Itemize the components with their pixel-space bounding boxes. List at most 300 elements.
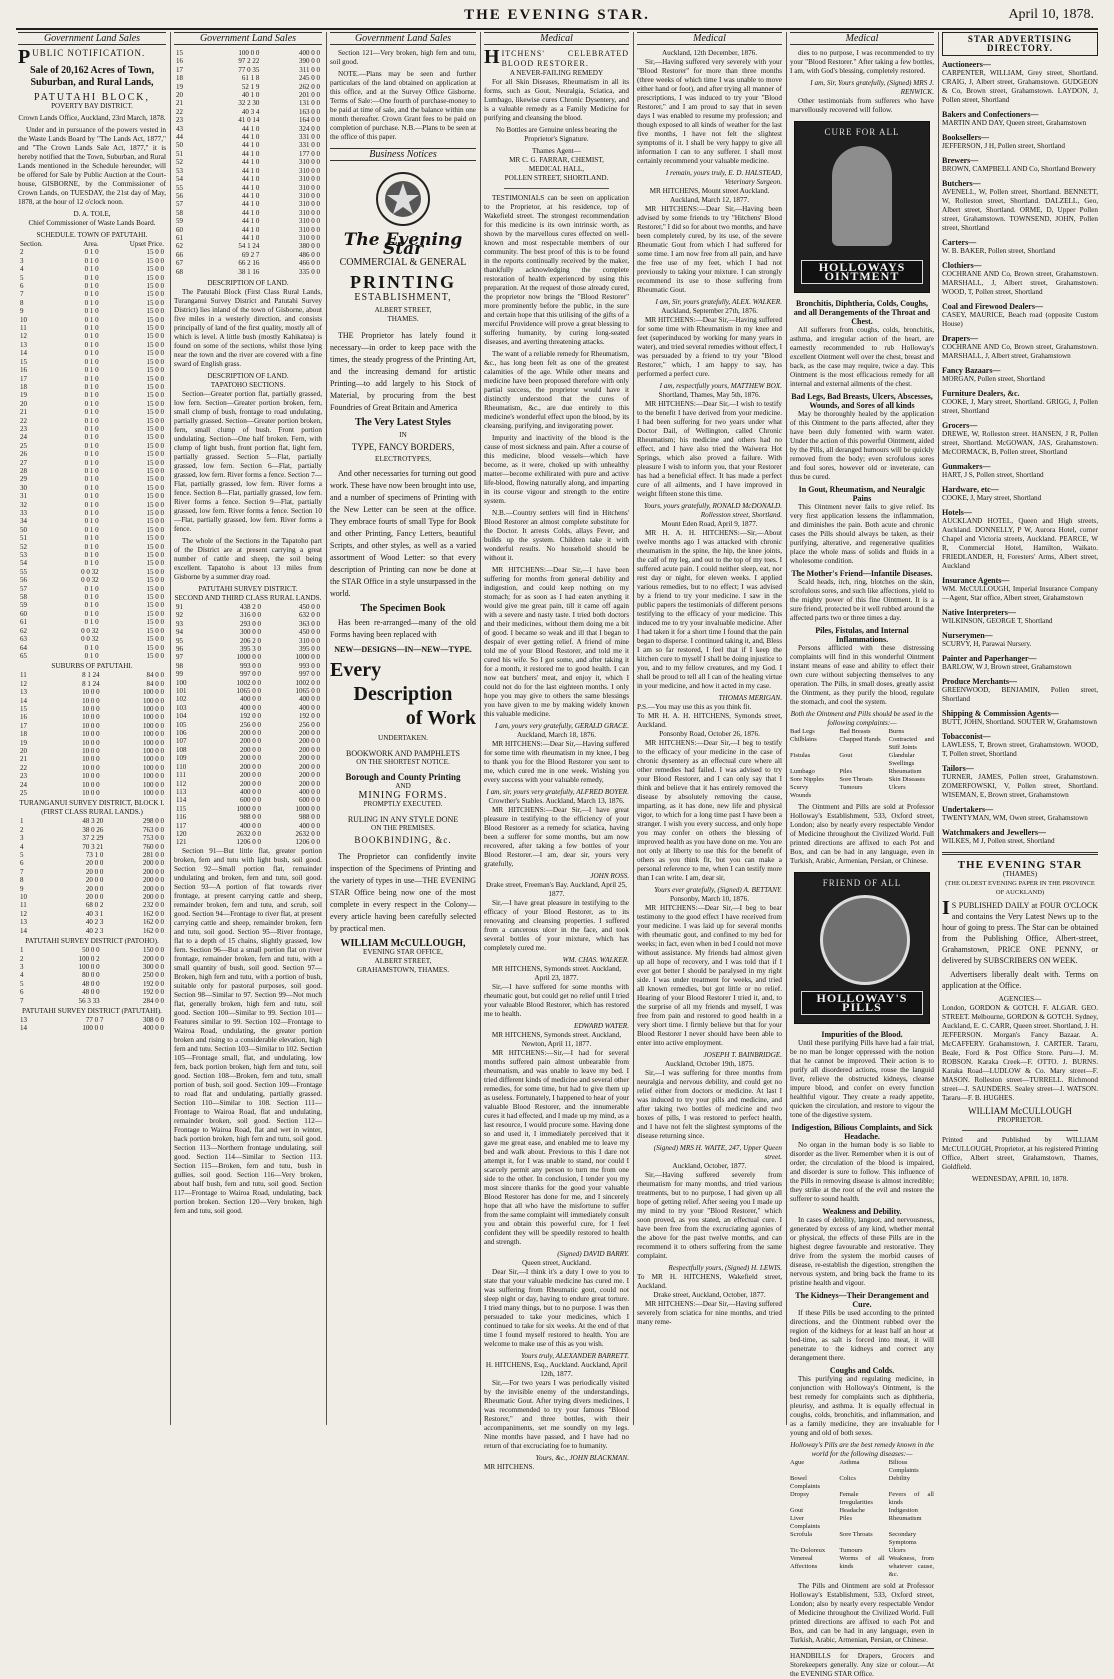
table-cell: 200 0 0: [239, 729, 261, 738]
table-cell: 993 0 0: [299, 661, 320, 670]
second-class-lots-table: [174, 603, 322, 847]
specimen-body: Has been re-arranged—many of the old Forms having been replaced with: [330, 618, 476, 639]
table-cell: 760 0 0: [143, 842, 164, 851]
directory-entry: [942, 179, 1098, 233]
list-item: Chapped Hands: [839, 736, 881, 743]
list-item: Piles: [839, 1515, 852, 1522]
table-cell: 44 1 0: [241, 124, 260, 133]
list-item: Tumours: [839, 1547, 863, 1554]
table-row: [174, 637, 322, 645]
table-cell: 101: [176, 687, 187, 696]
table-cell: 14: [20, 1024, 27, 1033]
table-cell: 99: [176, 670, 183, 679]
testimonial-postscript: P.S.—You may use this as you think fit.: [637, 703, 752, 711]
table-cell: 10 0 0: [82, 738, 100, 747]
table-cell: 0 1 0: [84, 593, 99, 602]
table-row: [18, 349, 166, 357]
table-cell: 44 1 0: [241, 183, 260, 192]
table-cell: 44 1 0: [241, 141, 260, 150]
directory-listing: BUTT, JOHN, Shortland. SOUTER W, Grahamstown: [942, 718, 1097, 726]
table-cell: 10 0 0: [82, 721, 100, 730]
table-cell: 4: [20, 265, 24, 274]
table-cell: 109: [176, 754, 187, 763]
list-item: Sore Throats: [839, 776, 873, 783]
table-cell: 61: [20, 618, 27, 627]
table-cell: 8: [20, 876, 24, 885]
table-row: [18, 755, 166, 763]
directory-category: Painter and Paperhanger—: [942, 654, 1037, 663]
table-row: [18, 1016, 166, 1024]
agent-label: Thames Agent—: [532, 147, 581, 155]
list-item: Headache: [839, 1507, 865, 1514]
testimonial-place: Ponsonby, March 10, 1876.: [670, 895, 749, 903]
description-heading: DESCRIPTION OF LAND.: [207, 278, 289, 287]
table-row: [18, 517, 166, 525]
table-cell: 34: [20, 517, 27, 526]
table-cell: 997 0 0: [239, 670, 261, 679]
directory-title: STAR ADVERTISING DIRECTORY.: [942, 32, 1098, 56]
table-cell: 30: [20, 483, 27, 492]
table-cell: 1000 0 0: [236, 653, 261, 662]
handbills-ad: HANDBILLS for Drapers, Grocers and Storekeepers generally. Any size or colour.—At the EVENING STAR Office.: [790, 1648, 934, 1679]
testimonial-place: Auckland, 12th December, 1876.: [661, 49, 758, 57]
table-cell: 70 3 21: [82, 842, 104, 851]
table-cell: 100 0 0: [143, 772, 164, 781]
table-row: [18, 501, 166, 509]
table-cell: 0 1 0: [84, 366, 99, 375]
table-cell: 18: [20, 382, 27, 391]
table-row: [18, 576, 166, 584]
table-cell: 20 0 0: [85, 884, 104, 893]
table-cell: 200 0 0: [299, 762, 320, 771]
list-item: Indigestion: [888, 1507, 918, 1514]
list-item: Asthma: [839, 1459, 860, 1466]
table-cell: 104: [176, 712, 187, 721]
col-header: Upset Price.: [129, 240, 164, 248]
both-heading: Both the Ointment and Pills should be used in the following complaints:—: [790, 710, 934, 727]
table-cell: 0 1 0: [84, 391, 99, 400]
list-item: Scurvy: [790, 784, 809, 791]
table-cell: 14: [20, 696, 27, 705]
drop-cap: H: [484, 46, 500, 68]
table-cell: 0 1 0: [84, 340, 99, 349]
table-cell: 100 0 0: [143, 789, 164, 797]
table-cell: 2: [20, 954, 24, 963]
directory-entry: [942, 302, 1098, 329]
mother-heading: The Mother's Friend—Infantile Diseases.: [791, 569, 933, 578]
testimonial-place: MR HITCHENS.: [484, 1463, 535, 1471]
directory-listing: TWENTYMAN, WM, Owen street, Grahamstown: [942, 814, 1088, 822]
testimonial-signature: WM. CHAS. WALKER.: [562, 956, 629, 964]
table-cell: 108: [176, 745, 187, 754]
table-cell: 8 1 24: [82, 671, 100, 680]
table-cell: 15 0 0: [146, 265, 164, 274]
list-item: Bilious Complaints: [888, 1459, 919, 1474]
table-cell: 6: [20, 859, 24, 868]
agencies-heading: AGENCIES—: [998, 995, 1042, 1003]
testimonial-letter: MR HITCHENS:—Dear Sir,—Having suffered for some time with rheumatism in my knee, I beg to thank you for the Blood Restorer you sent to me, which cured me in one week. Wishing you every success with your valuable remedy,: [484, 740, 629, 784]
seated-figure-icon: [832, 146, 892, 246]
table-cell: 0 1 0: [84, 273, 99, 282]
table-cell: 50: [176, 141, 183, 150]
table-cell: 44 1 0: [241, 175, 260, 184]
testimonial-place: Auckland, October, 1877.: [672, 1162, 747, 1170]
evening-star-sub: (THAMES): [1002, 870, 1038, 878]
table-cell: 92: [176, 611, 183, 620]
table-cell: 19: [20, 738, 27, 747]
directory-entry: [942, 709, 1098, 727]
every-heading: Every: [330, 659, 382, 681]
list-item: Glandular Swellings: [888, 752, 915, 767]
table-row: [174, 695, 322, 703]
directory-entry: [942, 156, 1098, 174]
table-cell: 400 0 0: [239, 703, 261, 712]
table-cell: 84 0 0: [146, 679, 164, 688]
table-cell: 200 0 0: [239, 745, 261, 754]
table-cell: 62: [176, 242, 183, 251]
table-cell: 200 0 0: [299, 729, 320, 738]
table-cell: 163 0 0: [299, 107, 320, 116]
directory-entry: [942, 462, 1098, 480]
table-cell: 0 1 0: [84, 609, 99, 618]
table-cell: 100 0 2: [78, 954, 100, 963]
table-cell: 200 0 0: [239, 762, 261, 771]
table-cell: 1002 0 0: [295, 678, 320, 687]
testimonial-place: Ponsonby Road, October 26, 1876.: [659, 730, 760, 738]
table-cell: 4: [20, 842, 24, 851]
column-heading: Government Land Sales: [18, 32, 166, 45]
table-row: [18, 980, 166, 988]
table-cell: 310 0 0: [299, 217, 320, 226]
crest-icon: [373, 169, 433, 229]
table-cell: 63: [20, 635, 27, 644]
table-cell: 4: [20, 971, 24, 980]
table-cell: 600 0 0: [299, 796, 320, 805]
table-cell: 100: [176, 678, 187, 687]
land-description: The Patutahi Block (First Class Rural Lands, Turanganui Survey District and Patutahi Survey District) lies inland of the town of Gisborne, about five miles in a westerly direction, and consists principally of land of the first quality, mostly all of which is level. A little bush (mostly Kahikatea) is found on some of the sections, whilst those lying near the town and the river are covered with a fine sward of English grass.: [174, 287, 322, 368]
table-cell: 232 0 0: [143, 901, 164, 910]
directory-entry: [942, 60, 1098, 105]
table-row: [18, 400, 166, 408]
table-cell: 44 1 0: [241, 217, 260, 226]
testimonial-letter: MR HITCHENS:—Dear Sir,—I wish to testify to the benefit I have derived from your medicine. I had been suffering for two years under what Doctor Dail, of Wellington, called Chronic Rheumatism; his medicine and others had no effect, and I have also tried the Waiwera Hot Springs, which also proved a failure. With pleasure I wish to inform you, that your Restorer has had a beneficial effect. It has made a perfect cure of all ailments, and I have improved in weight fifteen stone this time.: [637, 400, 782, 498]
table-cell: 15 0 0: [146, 315, 164, 324]
table-row: [18, 927, 166, 935]
table-cell: 245 0 0: [299, 74, 320, 83]
testimonials-intro: TESTIMONIALS can be seen on application to the Proprietor, at his residence, top of Wakefield street. The strongest recommendation for this medicine is its own intrinsic worth, as shown by the marvellous cures effected on well-known and most respectable members of our community. The best proof of this is to be found in the reports continually received by the maker, thankfully acknowledging the complete restoration of health experienced by using this preparation. At the request of those already cured, the proprietor now brings the "Blood Restorer" more prominently before the public, in the sure and certain hope that this utilising of the gifts of a merciful Providence will prove a great blessing to suffering humanity, by curing long-seated diseases, and averting threatening attacks.: [484, 194, 629, 346]
table-cell: 13: [20, 688, 27, 697]
table-cell: 40 2 3: [85, 918, 104, 927]
rural-lots-table: [174, 49, 322, 276]
table-row: [174, 662, 322, 670]
table-cell: 200 0 0: [299, 737, 320, 746]
indigestion-body: No organ in the human body is so liable to disorder as the liver. Remember when it is out of order, the circulation of the blood is impaired, and disorder is sure to follow. This influence of the Pills in removing disease is almost incredible; they strike at the root of the evil and restore the sufferer to sound health.: [790, 1141, 934, 1203]
table-row: [18, 375, 166, 383]
table-cell: 400 0 0: [239, 787, 261, 796]
testimonial-place: Shortland, Thames, May 5th, 1876.: [658, 391, 761, 399]
column-medical-2: [637, 32, 782, 1427]
advertisers-note: Advertisers liberally dealt with. Terms on application at the Office.: [942, 970, 1098, 990]
table-cell: 100 0 0: [143, 738, 164, 747]
sale-headline: Sale of 20,162 Acres of Town, Suburban, and Rural Lands,: [30, 65, 154, 88]
undertaken: UNDERTAKEN.: [378, 734, 428, 742]
table-row: [174, 763, 322, 771]
table-cell: 48 3 20: [82, 817, 104, 826]
list-item: Rheumatism: [888, 768, 922, 775]
directory-category: Gunmakers—: [942, 462, 991, 471]
table-cell: 9: [20, 884, 24, 893]
table-row: [174, 116, 322, 124]
table-cell: 41 0 14: [238, 116, 260, 125]
column-heading: Government Land Sales: [174, 32, 322, 45]
table-cell: 438 2 0: [239, 602, 261, 611]
directory-listing: DREWE, W, Rolleston street. HANSEN, J R, Pollen street, Shortland. McGOWAN, JAS, Grahamstown. McCORMACK, B, Pollen street, Shortland: [942, 430, 1098, 456]
table-row: [18, 747, 166, 755]
table-cell: 200 0 0: [239, 737, 261, 746]
table-cell: 988 0 0: [299, 813, 320, 822]
table-cell: 93: [176, 619, 183, 628]
table-row: [18, 826, 166, 834]
list-item: Tumours: [839, 784, 863, 791]
list-item: Contracted and Stiff Joints: [888, 736, 934, 751]
table-cell: 310 0 0: [299, 636, 320, 645]
directory-entry: [942, 576, 1098, 603]
table-cell: 44: [176, 133, 183, 142]
mother-body: Scald heads, itch, ring, blotches on the skin, scrofulous sores, and such like affections, yield to the mighty power of this fine Ointment. It is a sure friend, protected be it well rubbed around the affected parts two or three times a day.: [790, 578, 934, 622]
table-cell: 0 1 0: [84, 324, 99, 333]
table-cell: 100 0 0: [143, 763, 164, 772]
table-row: [18, 781, 166, 789]
column-rule: [786, 32, 787, 1425]
table-cell: 5: [20, 851, 24, 860]
testimonial-signature: THOMAS MERIGAN.: [718, 694, 782, 702]
column-medical-3: [790, 32, 934, 1678]
block-name: PATUTAHI BLOCK,: [33, 92, 151, 103]
table-cell: 17: [176, 65, 183, 74]
testimonial-letter: MR HITCHENS:—Dear Sir,—I have great pleasure in testifying to the efficiency of your Blood Restorer as a remedy for sciatica, having been a sufferer for some months, but am now recovered, after taking a few bottles of your Blood Restorer.—I am, dear sir, yours very gratefully,: [484, 806, 629, 868]
directory-listing: AUCKLAND HOTEL, Queen and High streets, Auckland. DONNELLY, P W, Aurora Hotel, corner Chapel and Victoria streets, Auckland. PEARCE, W R, Commercial Hotel, Hamilton, Waikato. FRIEDLANDER, H, Foresters' Arms, Albert street, Auckland: [942, 517, 1098, 570]
table-cell: 57: [20, 584, 27, 593]
list-item: Tic-Doloreux: [790, 1547, 826, 1554]
testimonial-signature: I am, Sir, yours gratefully, ALEX. WALKER.: [655, 298, 782, 306]
table-cell: 316 0 0: [239, 611, 261, 620]
table-row: [18, 274, 166, 282]
testimonial-signature: JOHN ROSS.: [590, 872, 629, 880]
table-cell: 300 0 0: [239, 628, 261, 637]
first-class-heading: (FIRST CLASS RURAL LANDS.): [41, 808, 143, 817]
table-row: [174, 200, 322, 208]
testimonial-letter: MR HITCHENS:—Dear Sir,—I beg to testify to the efficacy of your medicine in the case of chronic dysentery as an effectual cure where all other remedies had failed. I was advised to try your Blood Restorer, and I can only say that I think and believe that it has entirely removed the disease by absolutely removing the cause, imparting, as it has done, new life and physical vigor, to which for a long time past I have been a stranger. I wish you every success, and only hope you may confer on others the blessing of improved health as you have done on me. You are not only at liberty to use this for the benefit of others as you think fit, but you can make a personal reference to me, when I can testify more than I can write. I am, dear sir,: [637, 739, 782, 882]
table-cell: 400 0 0: [299, 49, 320, 57]
table-cell: 95: [176, 636, 183, 645]
directory-category: Native Interpreters—: [942, 608, 1016, 617]
table-cell: 200 0 0: [299, 745, 320, 754]
table-cell: 38 1 16: [238, 267, 260, 276]
table-cell: 15 0 0: [146, 651, 164, 660]
table-cell: 100 0 0: [143, 730, 164, 739]
table-cell: 281 0 0: [143, 851, 164, 860]
table-cell: 3: [20, 962, 24, 971]
turanganui-lots-table: [18, 817, 166, 935]
patoho-heading: PATUTAHI SURVEY DISTRICT (PATOHO).: [25, 937, 159, 946]
printing-body: And other necessaries for turning out good work. These have now been brought into use, and a number of specimens of Printing with the New Letter can be seen at the office. They embrace fourts of small Type for Book and other Printing, Fancy Letters, beautiful Scripts, and other styles, as well as a varied assortment of Wood Letter: so that every description of Printing can now be done at the STAR Office in a style unsurpassed in the world.: [330, 469, 476, 598]
table-cell: 18: [20, 730, 27, 739]
table-cell: 37 2 29: [82, 834, 104, 843]
premises: ON THE PREMISES.: [371, 824, 435, 832]
survey-heading: PATUTAHI SURVEY DISTRICT.: [198, 584, 298, 593]
table-cell: 111: [176, 771, 186, 780]
table-cell: 0 1 0: [84, 290, 99, 299]
patutahi-lots-table: [18, 1016, 166, 1033]
table-cell: 0 1 0: [84, 525, 99, 534]
patutahi-heading: PATUTAHI SURVEY DISTRICT (PATUTAHI).: [22, 1006, 162, 1015]
table-cell: 114: [176, 796, 187, 805]
notice-title: UBLIC NOTIFICATION.: [32, 48, 146, 58]
table-cell: 380 0 0: [299, 242, 320, 251]
table-row: [18, 257, 166, 265]
table-cell: 13: [20, 340, 27, 349]
directory-listing: JEFFERSON, J H, Pollen street, Shortland: [942, 142, 1065, 150]
testimonial-place: MR HITCHENS, Symonds street. Auckland, Newton, April 11, 1877.: [491, 1031, 622, 1048]
table-cell: 192 0 0: [143, 979, 164, 988]
table-cell: 466 0 0: [299, 259, 320, 268]
table-row: [18, 946, 166, 954]
table-cell: 19: [20, 391, 27, 400]
table-cell: 10: [20, 893, 27, 902]
table-row: [174, 268, 322, 276]
col-header: Area.: [83, 240, 99, 248]
evening-star-oldest: (THE OLDEST EVENING PAPER IN THE PROVINCE OF AUCKLAND): [945, 880, 1095, 896]
list-item: Ulcers: [888, 784, 906, 791]
table-cell: 5: [20, 979, 24, 988]
column-rule: [170, 32, 171, 1425]
testimonial-signature: (Signed) DAVID BARRY.: [557, 1250, 629, 1258]
indigestion-heading: Indigestion, Bilious Complaints, and Sick Headache.: [791, 1123, 933, 1141]
office-address-1: ALBERT STREET,: [374, 957, 432, 965]
table-cell: 262 0 0: [299, 82, 320, 91]
table-cell: 15 0 0: [146, 643, 164, 652]
issue-date: April 10, 1878.: [1008, 7, 1094, 22]
table-row: [18, 772, 166, 780]
table-row: [18, 885, 166, 893]
table-cell: 390 0 0: [299, 57, 320, 66]
table-cell: 1000 0 0: [236, 804, 261, 813]
table-cell: 310 0 0: [299, 225, 320, 234]
table-cell: 310 0 0: [299, 166, 320, 175]
table-cell: 40 2 3: [85, 926, 104, 935]
directory-category: Tailors—: [942, 764, 974, 773]
drop-cap: I: [942, 897, 950, 919]
list-item: Worms of all kinds: [839, 1555, 885, 1570]
testimonial-place: Crowther's Stables. Auckland, March 13, 1876.: [488, 797, 625, 805]
and-word: AND: [395, 782, 411, 790]
table-row: [174, 209, 322, 217]
table-cell: 16: [20, 366, 27, 375]
table-cell: 94: [176, 628, 183, 637]
table-row: [174, 712, 322, 720]
table-cell: 44 1 0: [241, 191, 260, 200]
directory-listing: AVENELL, W, Pollen street, Shortland. BENNETT, W, Rolleston street, Shortland. DALZELL, Geo, Albert street, Shortland. ORME, D, Upper Pollen street, Grahamstown. TOWNSEND, JOHN, Pollen street, Shortland: [942, 188, 1098, 232]
table-cell: 15: [20, 357, 27, 366]
table-cell: 310 0 0: [299, 200, 320, 209]
coughs-body: This purifying and regulating medicine, in conjunction with Holloway's Ointment, is the best remedy for complaints such as diphtheria, pleurisy, and asthma. It is equally effectual in coughs, colds, bronchitis, and inflammation, and as a family medicine, they are invaluable for young and old of both sexes.: [790, 1375, 934, 1437]
table-cell: 65: [20, 651, 27, 660]
directory-category: Brewers—: [942, 156, 979, 165]
table-cell: 24: [20, 433, 27, 442]
table-cell: 0 1 0: [84, 509, 99, 517]
table-cell: 256 0 0: [299, 720, 320, 729]
directory-entry: [942, 631, 1098, 649]
description-heading: DESCRIPTION OF LAND.: [207, 371, 289, 380]
table-cell: 1065 0 0: [295, 687, 320, 696]
table-cell: 10 0 0: [82, 713, 100, 722]
table-row: [18, 893, 166, 901]
testimonial-letter: MR H. A. H. HITCHENS:—Sir,—About twelve months ago I was attacked with chronic rheumatism in the spine, the hip, the knee joints, the calf of my leg, and out to the top of my toes. I suffered acute pain. I could neither sleep, eat, nor rest day or night, for eleven weeks. I applied various remedies, but to no effect; I was advised by a friend to try your medicine. I saw in the public papers the testimonials of different persons testifying to the efficacy of your medicine. This induced me to try your invaluable medicine. After I had taken it for a short time I found that the pain began to disperse. I continued taking it, and, Bless I am so far restored, I feel that if I keep the kitchen cure to myself I shall be doing injustice to you, and to my fellow creatures, and my God. I shall be proud to tell all I can of the healing virtue in your medicine, and how it acted in my case.: [637, 529, 782, 690]
tapatoho-summary: The whole of the Sections in the Tapatoho part of the District are at present carrying a great number of cattle and sheep, the soil being excellent. Tapatoho is about 13 miles from Gisborne by a summer dray road.: [174, 536, 322, 581]
table-cell: 100 0 0: [143, 746, 164, 755]
impurities-heading: Impurities of the Blood.: [821, 1030, 903, 1039]
table-cell: 51: [20, 534, 27, 543]
tapatoho-heading: TAPATOHO SECTIONS.: [210, 380, 286, 389]
table-cell: 11: [20, 901, 27, 910]
column-rule: [938, 32, 939, 1425]
second-class-heading: SECOND AND THIRD CLASS RURAL LANDS.: [174, 593, 322, 602]
latest-styles: The Very Latest Styles: [355, 417, 451, 428]
table-cell: 600 0 0: [239, 796, 261, 805]
table-cell: 0 1 0: [84, 458, 99, 467]
evening-star-body: S PUBLISHED DAILY at FOUR O'CLOCK and contains the Very Latest News up to the hour of going to press. The Star can be obtained from the Publishing Office, Albert-street, Grahamstown, PRICE ONE PENNY, or delivered by SUBSCRIBERS ON WEEK.: [942, 901, 1098, 965]
bookwork: BOOKWORK AND PAMPHLETS: [346, 749, 460, 758]
table-cell: 0 1 0: [84, 441, 99, 450]
table-cell: 21: [20, 408, 27, 417]
gout-body: This Ointment never fails to give relief. Its very first application lessens the inflammation, and diminishes the pain. Both acute and chronic cases the Pills should always be taken, as their purifying, alterative, and regenerative qualities place the whole mass of solids and fluids in a wholesome condition.: [790, 503, 934, 565]
testimonial-letter: Sir,—Having suffered severely from rheumatism for many months, and tried various treatments, but to no purpose, I had given up all hope of getting relief. After seeing you I made up my mind to try your "Blood Restorer," which soon proved, as you stated, an effectual cure. I have been free from the excruciating agonies of the above for the past twelve months, and can recommend it to others suffering from the same complaint.: [637, 1171, 782, 1260]
directory-entry: [942, 334, 1098, 361]
table-cell: 324 0 0: [299, 124, 320, 133]
street-line: ALBERT STREET,: [374, 306, 432, 314]
table-cell: 0 1 0: [84, 551, 99, 560]
table-cell: 15 0 0: [146, 601, 164, 610]
table-row: [174, 141, 322, 149]
weakness-body: In cases of debility, languor, and nervousness, generated by excess of any kind, whether mental or physical, the effects of these Pills are in the highest degree favourable and restorative. They drive from the system the morbid causes of disease, re-establish the digestion, strengthen the nervous system, and bring back the frame to its pristine health and vigour.: [790, 1216, 934, 1287]
impurities-body: Until these purifying Pills have had a fair trial, be no man be longer oppressed with the notion that he cannot be improved. Their action is to purify all disordered actions, rouse the languid liver, relieve the obstructed kidneys, cleanse impure blood, and confer on every function healthful vigour. They create a ready appetite, quicken the circulation, and restore to vigour the tone of the digestive system.: [790, 1039, 934, 1119]
table-cell: 52 1 9: [241, 82, 260, 91]
list-item: Ague: [790, 1459, 805, 1466]
directory-listing: MARTIN AND DAY, Queen street, Grahamstown: [942, 119, 1087, 127]
table-cell: 16: [176, 57, 183, 66]
table-row: [174, 746, 322, 754]
table-cell: 15 0 0: [146, 618, 164, 627]
table-cell: 61 1 8: [241, 74, 260, 83]
table-cell: 116: [176, 813, 187, 822]
testimonial-letter: MR HITCHENS:—Dear Sir,—Having been advised by some friends to try "Hitchens' Blood Restorer," I did so for about two months, and have been completely cured, by its use, of the severe Rheumatic Gout from which I had suffered for some time. I am now free from all pain, and have the free use of my feet, which I had not previously to taking your mixture. I can strongly recommend its use to those suffering from Rheumatic Gout.: [637, 205, 782, 294]
table-cell: 1000 0 0: [295, 653, 320, 662]
table-cell: 15 0 0: [146, 298, 164, 307]
table-cell: 192 0 0: [143, 988, 164, 997]
table-cell: 2: [20, 825, 24, 834]
table-cell: 15 0 0: [146, 424, 164, 433]
table-row: [174, 729, 322, 737]
table-row: [18, 543, 166, 551]
table-row: [174, 628, 322, 636]
table-cell: 7: [20, 867, 24, 876]
list-item: Dropsy: [790, 1491, 810, 1498]
business-notices-heading: Business Notices: [330, 148, 476, 161]
table-cell: 44 1 0: [241, 200, 260, 209]
list-item: Rheumatism: [888, 1515, 922, 1522]
table-row: [18, 299, 166, 307]
table-cell: 15 0 0: [146, 366, 164, 375]
